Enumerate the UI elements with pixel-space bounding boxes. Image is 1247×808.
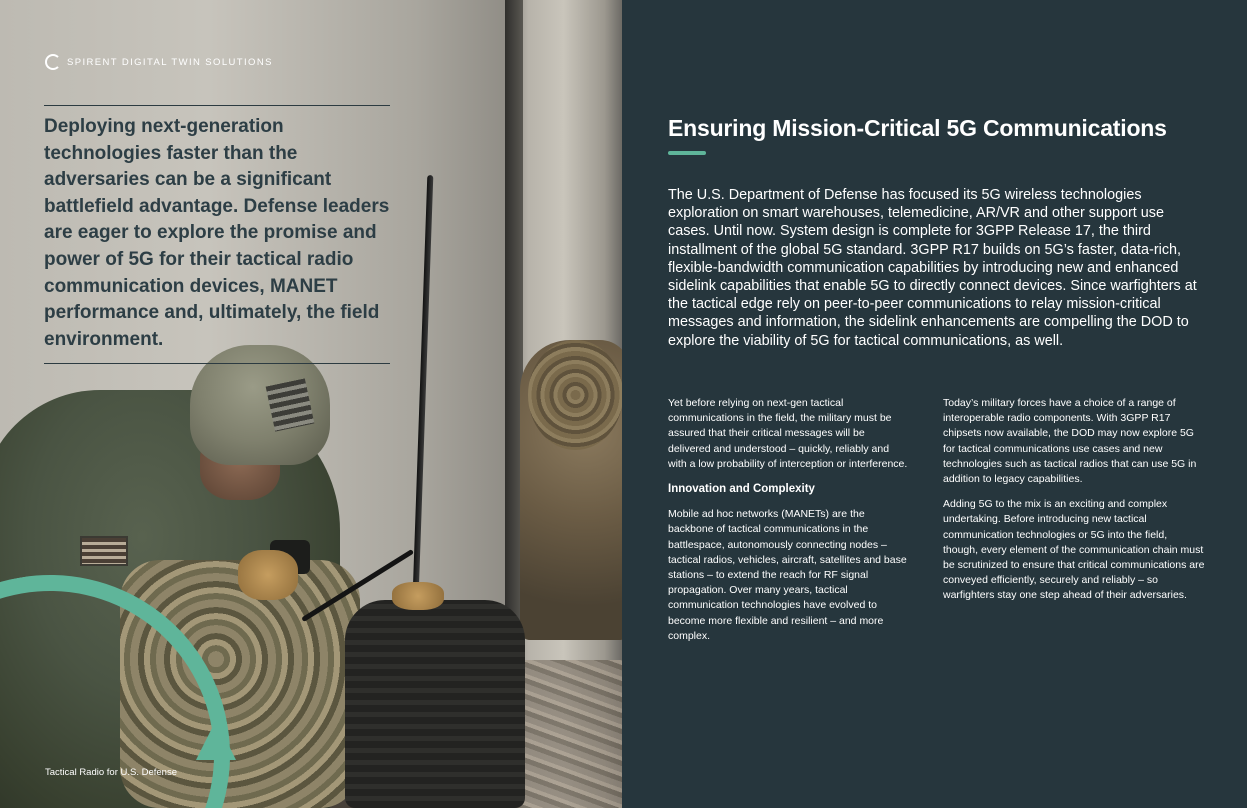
paragraph: Today’s military forces have a choice of a range of interoperable radio components. With 3GPP R17 chipsets now available, the DOD may now explore 5G for tactical communications use cases and new technologies such as tactical radios that can use 5G in addition to legacy capabilities. bbox=[943, 397, 1197, 486]
intro-rule-top bbox=[44, 105, 390, 106]
article-column-right bbox=[943, 396, 1205, 614]
arm-flag-patch bbox=[80, 536, 128, 566]
paragraph: Yet before relying on next-gen tactical communications in the field, the military must be assured that their critical messages will be delivered and understood – quickly, reliably and with a low probability of interception or interference. bbox=[668, 397, 908, 470]
subheading: Innovation and Complexity bbox=[668, 483, 815, 496]
glove bbox=[238, 550, 298, 600]
background-soldier-helmet bbox=[528, 340, 622, 450]
backpack bbox=[345, 600, 525, 808]
intro-text: Deploying next-generation technologies faster than the adversaries can be a significant battlefield advantage. Defense leaders are eager to explore the promise and power of 5G for their tactical radio communication devices, MANET performance and, ultimately, the field environment. bbox=[44, 116, 390, 350]
brand-logo bbox=[45, 54, 273, 70]
article-lead: The U.S. Department of Defense has focused its 5G wireless technologies exploration on smart warehouses, telemedicine, AR/VR and other support use cases. Until now. System design is complete for 3GPP Release 17, the third installment of the global 5G standard. 3GPP R17 builds on 5G’s faster, data-rich, flexible-bandwidth communication capabilities by introducing new and enhanced sidelink capabilities that enable 5G to directly connect devices. Since warfighters at the tactical edge rely on peer-to-peer communications to relay mission-critical messages and information, the sidelink enhancements are compelling the DOD to explore the viability of 5G for tactical communications, as well. bbox=[668, 187, 1197, 349]
spirent-ring-icon bbox=[45, 54, 61, 70]
photo-caption: Tactical Radio for U.S. Defense bbox=[45, 767, 178, 778]
article-column-left bbox=[668, 396, 908, 654]
paragraph: Adding 5G to the mix is an exciting and complex undertaking. Before introducing new tactical communication technologies or 5G into the field, though, every element of the communication chain must be scrutinized to ensure that critical communications are conveyed efficiently, securely and reliably – so warfighters stay one step ahead of their adversaries. bbox=[943, 498, 1205, 602]
paragraph: Mobile ad hoc networks (MANETs) are the backbone of tactical communications in the battlespace, autonomously connecting nodes – tactical radios, vehicles, aircraft, satellites and base stations – to extend the reach for RF signal propagation. Over many years, tactical communication technologies have evolved to become more flexible and resilient – and more complex. bbox=[668, 508, 907, 642]
article-heading: Ensuring Mission-Critical 5G Communications bbox=[668, 115, 1167, 141]
glove bbox=[392, 582, 444, 610]
intro-rule-bottom bbox=[44, 363, 390, 364]
brand-name: SPIRENT DIGITAL TWIN SOLUTIONS bbox=[67, 56, 273, 68]
accent-arrow bbox=[196, 720, 236, 760]
heading-accent-bar bbox=[668, 151, 706, 155]
